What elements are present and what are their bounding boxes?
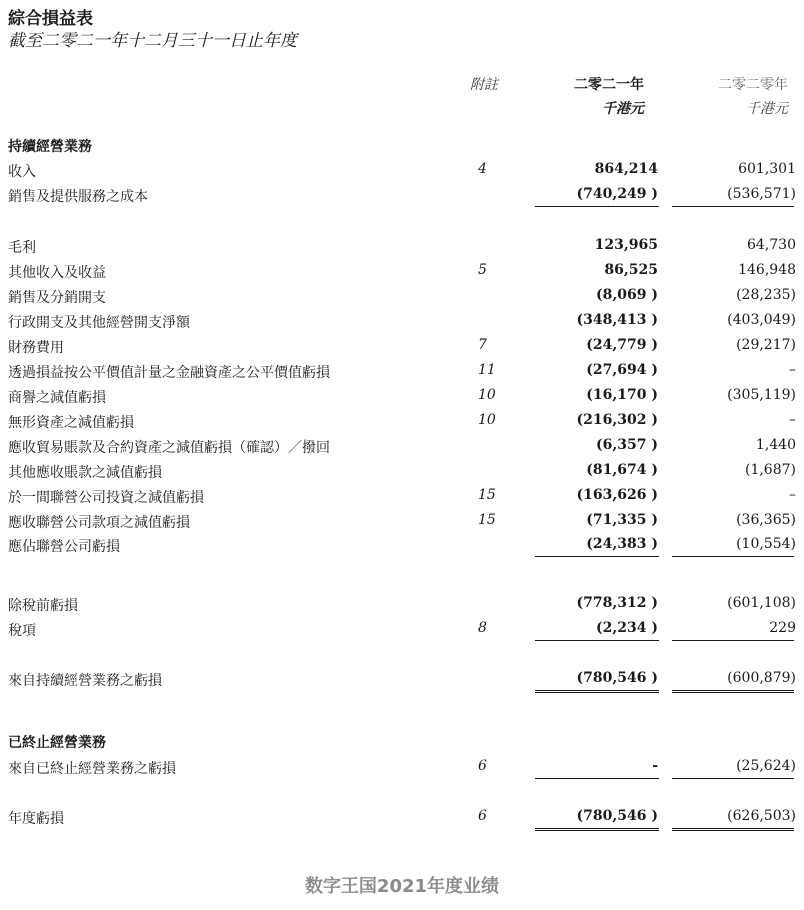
- row-label: 應收聯營公司款項之減值虧損: [8, 515, 190, 531]
- row-prior-value: 1,440: [755, 437, 796, 453]
- subtotal-rule-current: [535, 640, 659, 641]
- total-rule-current: [535, 828, 659, 831]
- subtotal-rule-current: [535, 556, 659, 557]
- row-label: 年度虧損: [8, 811, 64, 827]
- row-prior-value: (403,049): [727, 312, 796, 328]
- table-row: [0, 285, 804, 309]
- row-note: 8: [478, 620, 487, 636]
- total-rule-prior: [672, 690, 794, 693]
- row-current-value: (780,546 ): [576, 670, 658, 686]
- row-current-value: -: [652, 758, 658, 774]
- table-row: [0, 385, 804, 409]
- row-current-value: 86,525: [604, 262, 658, 278]
- row-note: 11: [478, 362, 496, 378]
- table-row: [0, 756, 804, 780]
- row-current-value: (348,413 ): [576, 312, 658, 328]
- row-label: 於一間聯營公司投資之減值虧損: [8, 490, 204, 506]
- row-prior-value: 229: [769, 620, 796, 636]
- subtotal-rule-prior: [672, 556, 794, 557]
- row-current-value: (24,779 ): [586, 337, 658, 353]
- row-label: 來自已終止經營業務之虧損: [8, 761, 176, 777]
- footer-caption: 数字王国2021年度业绩: [304, 876, 500, 897]
- row-label: 除稅前虧損: [8, 598, 78, 614]
- row-label: 商譽之減值虧損: [8, 390, 106, 406]
- total-rule-prior: [672, 828, 794, 831]
- row-note: 5: [478, 262, 487, 278]
- row-prior-value: (536,571): [727, 186, 796, 202]
- row-note: 15: [478, 512, 496, 528]
- column-header-current-year: 二零二一年: [574, 77, 644, 93]
- row-current-value: (2,234 ): [596, 620, 658, 636]
- column-header-current-unit: 千港元: [602, 101, 644, 117]
- row-label: 應佔聯營公司虧損: [8, 539, 120, 555]
- table-row: [0, 260, 804, 284]
- row-prior-value: 601,301: [738, 161, 796, 177]
- table-row: [0, 360, 804, 384]
- table-row: [0, 510, 804, 534]
- row-current-value: (71,335 ): [586, 512, 658, 528]
- row-current-value: (780,546 ): [576, 808, 658, 824]
- table-row: [0, 806, 804, 830]
- row-prior-value: 146,948: [738, 262, 796, 278]
- table-row: [0, 310, 804, 334]
- row-prior-value: (25,624): [736, 758, 796, 774]
- row-label: 無形資產之減值虧損: [8, 415, 134, 431]
- total-rule-current: [535, 690, 659, 693]
- section-heading-continuing: 持續經營業務: [8, 139, 92, 155]
- section-heading-discontinued: 已終止經營業務: [8, 735, 106, 751]
- row-label: 其他應收賬款之減值虧損: [8, 465, 162, 481]
- row-prior-value: (1,687): [744, 462, 796, 478]
- table-row: [0, 435, 804, 459]
- subtotal-rule-prior: [672, 640, 794, 641]
- row-label: 來自持續經營業務之虧損: [8, 673, 162, 689]
- row-label: 行政開支及其他經營開支淨額: [8, 315, 190, 331]
- column-header-note: 附註: [470, 77, 498, 93]
- row-current-value: 864,214: [594, 161, 658, 177]
- table-row: [0, 235, 804, 259]
- table-row: [0, 485, 804, 509]
- column-header-prior-year: 二零二零年: [718, 77, 788, 93]
- row-note: 15: [478, 487, 496, 503]
- row-note: 7: [478, 337, 487, 353]
- row-prior-value: (626,503): [727, 808, 796, 824]
- table-row: [0, 668, 804, 692]
- row-prior-value: (10,554): [736, 536, 796, 552]
- subtotal-rule-prior: [672, 206, 794, 207]
- row-label: 其他收入及收益: [8, 265, 106, 281]
- row-prior-value: –: [789, 412, 796, 428]
- subtotal-rule-current: [535, 206, 659, 207]
- row-prior-value: (36,365): [736, 512, 796, 528]
- row-label: 稅項: [8, 623, 36, 639]
- row-prior-value: (29,217): [736, 337, 796, 353]
- row-current-value: (778,312 ): [576, 595, 658, 611]
- row-current-value: (163,626 ): [576, 487, 658, 503]
- subtotal-rule-prior: [672, 778, 794, 779]
- table-row: [0, 184, 804, 208]
- row-prior-value: 64,730: [747, 237, 796, 253]
- row-note: 10: [478, 387, 496, 403]
- table-row: [0, 335, 804, 359]
- row-current-value: (24,383 ): [586, 536, 658, 552]
- row-prior-value: –: [789, 487, 796, 503]
- table-row: [0, 618, 804, 642]
- row-note: 10: [478, 412, 496, 428]
- row-label: 透過損益按公平價值計量之金融資產之公平價值虧損: [8, 365, 330, 381]
- row-note: 6: [478, 808, 487, 824]
- table-row: [0, 593, 804, 617]
- row-current-value: (16,170 ): [586, 387, 658, 403]
- row-prior-value: (305,119): [727, 387, 796, 403]
- subtotal-rule-current: [535, 778, 659, 779]
- row-label: 財務費用: [8, 340, 64, 356]
- row-current-value: (27,694 ): [586, 362, 658, 378]
- row-current-value: (8,069 ): [596, 287, 658, 303]
- table-row: [0, 460, 804, 484]
- statement-period: 截至二零二一年十二月三十一日止年度: [8, 31, 297, 51]
- row-label: 毛利: [8, 240, 36, 256]
- row-current-value: 123,965: [594, 237, 658, 253]
- row-current-value: (6,357 ): [596, 437, 658, 453]
- row-prior-value: (28,235): [736, 287, 796, 303]
- row-note: 6: [478, 758, 487, 774]
- row-current-value: (81,674 ): [586, 462, 658, 478]
- table-row: [0, 534, 804, 558]
- row-label: 銷售及分銷開支: [8, 290, 106, 306]
- statement-title: 綜合損益表: [8, 9, 93, 29]
- row-current-value: (216,302 ): [576, 412, 658, 428]
- row-current-value: (740,249 ): [576, 186, 658, 202]
- row-prior-value: (600,879): [727, 670, 796, 686]
- row-note: 4: [478, 161, 487, 177]
- row-prior-value: (601,108): [727, 595, 796, 611]
- table-row: [0, 410, 804, 434]
- row-prior-value: –: [789, 362, 796, 378]
- row-label: 銷售及提供服務之成本: [8, 189, 148, 205]
- row-label: 應收貿易賬款及合約資產之減值虧損（確認）／撥回: [8, 440, 330, 456]
- table-row: [0, 159, 804, 183]
- column-header-prior-unit: 千港元: [746, 101, 788, 117]
- row-label: 收入: [8, 164, 36, 180]
